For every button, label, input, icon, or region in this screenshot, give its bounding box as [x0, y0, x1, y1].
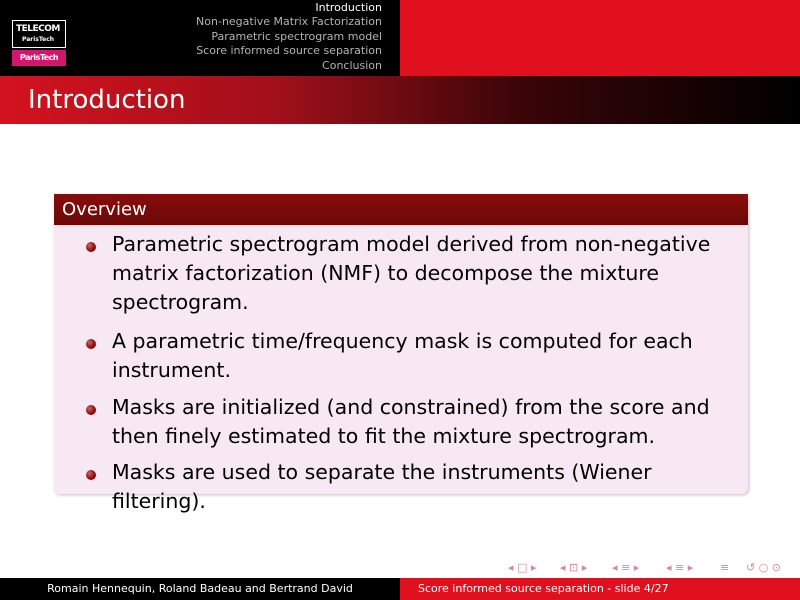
- block-title-bar: [54, 194, 748, 225]
- nav-document-icon[interactable]: ◂ ≡ ▸: [666, 561, 694, 574]
- block-title: Overview: [62, 199, 147, 220]
- logo-sub-text: ParisTech: [22, 36, 55, 43]
- beamer-navigation-symbols: [508, 561, 798, 575]
- nav-item-conclusion[interactable]: Conclusion: [322, 58, 382, 72]
- logo-box: [12, 20, 66, 48]
- list-item-text: Parametric spectrogram model derived from non-negative matrix factorization (NMF) to decompose the mixture spectrogram.: [112, 232, 711, 314]
- footer-title: Score informed source separation - slide 4/27: [418, 582, 669, 595]
- nav-subsection-icon[interactable]: ◂ ⊡ ▸: [560, 561, 588, 574]
- block-body: [54, 225, 748, 513]
- overview-block: [54, 194, 748, 513]
- bullet-icon: [86, 470, 96, 480]
- bullet-icon: [86, 405, 96, 415]
- logo-badge: ParisTech: [12, 50, 66, 66]
- nav-item-score-informed[interactable]: Score informed source separation: [196, 44, 382, 58]
- nav-item-introduction[interactable]: Introduction: [315, 1, 382, 14]
- nav-frame-icon[interactable]: ◂ □ ▸: [508, 561, 537, 574]
- telecom-logo: [12, 20, 66, 66]
- nav-item-parametric-model[interactable]: Parametric spectrogram model: [211, 29, 382, 43]
- list-item-text: A parametric time/frequency mask is computed for each instrument.: [112, 329, 693, 382]
- list-item-text: Masks are initialized (and constrained) from the score and then finely estimated to fit the mixture spectrogram.: [112, 395, 710, 448]
- nav-appendix-icon[interactable]: ≡: [720, 561, 730, 574]
- section-navigation: [196, 1, 382, 73]
- frame-title: Introduction: [28, 85, 186, 115]
- nav-item-nmf[interactable]: Non-negative Matrix Factorization: [196, 15, 382, 29]
- list-item-text: Masks are used to separate the instruments (Wiener filtering).: [112, 460, 652, 513]
- nav-section-icon[interactable]: ◂ ≡ ▸: [612, 561, 640, 574]
- footer-authors: Romain Hennequin, Roland Badeau and Bertrand David: [47, 582, 353, 595]
- nav-search-icon[interactable]: ↺ ○ ⊙: [746, 561, 782, 574]
- header-bar: [0, 0, 800, 76]
- bullet-icon: [86, 242, 96, 252]
- bullet-icon: [86, 339, 96, 349]
- header-right-panel: [400, 0, 800, 76]
- logo-main-text: TELECOM: [16, 24, 60, 34]
